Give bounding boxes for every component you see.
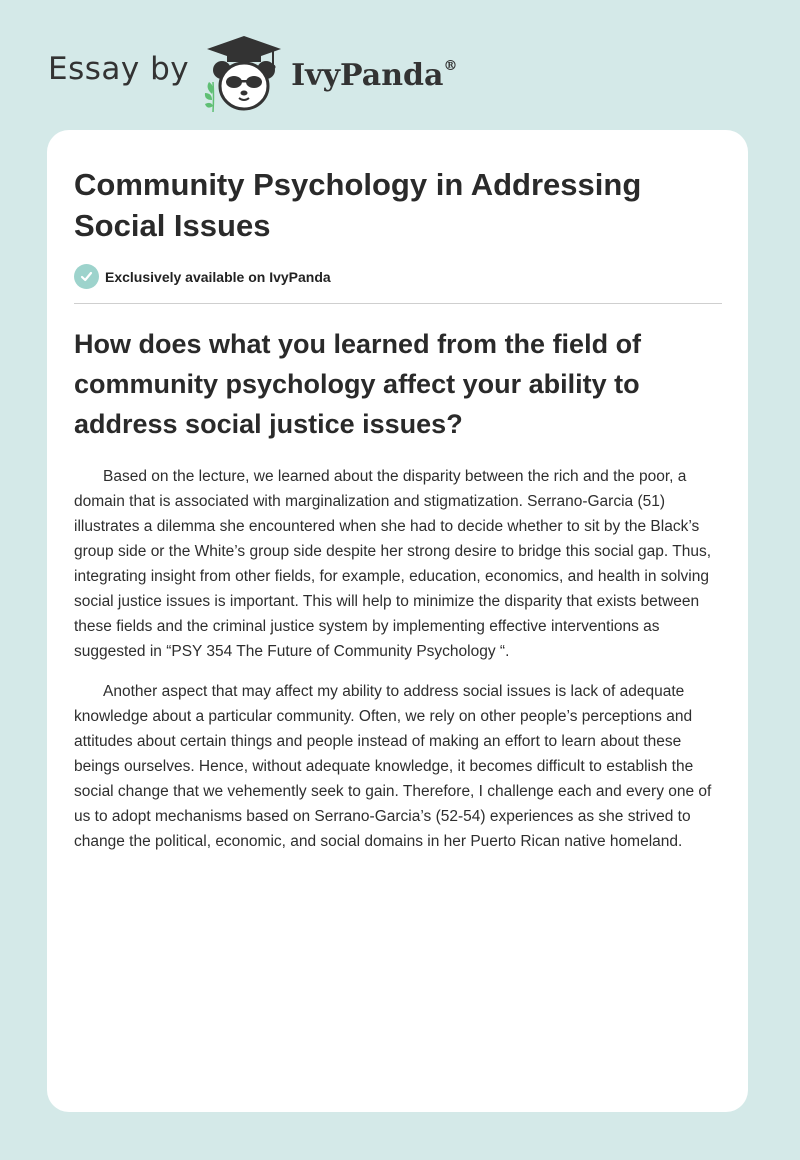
brand-text: IvyPanda [291,57,444,93]
essay-title: Community Psychology in Addressing Social Issues [74,167,642,243]
checkmark-icon [74,264,99,289]
essay-card [47,130,748,1112]
exclusive-badge [74,264,331,289]
panda-logo-icon[interactable] [203,34,285,114]
paragraph: Another aspect that may affect my ability to address social issues is lack of adequate knowledge about a particular community. Often, we rely on other people’s perceptions and attitudes about certain things and people instead of making an effort to learn about these beings ourselves. Hence, without adequate knowledge, it becomes difficult to establish the social change that we vehemently seek to gain. Therefore, I challenge each and every one of us to adopt mechanisms based on Serrano-Garcia’s (52-54) experiences as she strived to change the political, economic, and social domains in her Puerto Rican native homeland. [74,683,712,850]
essay-body [74,464,724,869]
paragraph: Based on the lecture, we learned about the disparity between the rich and the poor, a domain that is associated with marginalization and stigmatization. Serrano-Garcia (51) illustrates a dilemma she encountered when she had to decide whether to sit by the Black’s group side or the White’s group side despite her strong desire to bridge this social gap. Thus, integrating insight from other fields, for example, education, economics, and health in solving social justice issues is important. This will help to minimize the disparity that exists between these fields and the criminal justice system by implementing effective interventions as suggested in “PSY 354 The Future of Community Psychology “. [74,468,712,660]
registered-mark: ® [443,57,458,74]
brand-name[interactable] [291,58,457,93]
question-heading: How does what you learned from the field of community psychology affect your ability to address social justice issues? [74,329,642,439]
section-divider [74,303,722,304]
essay-by-label: Essay by [48,51,190,87]
site-header [48,34,457,114]
badge-label: Exclusively available on IvyPanda [105,268,331,285]
